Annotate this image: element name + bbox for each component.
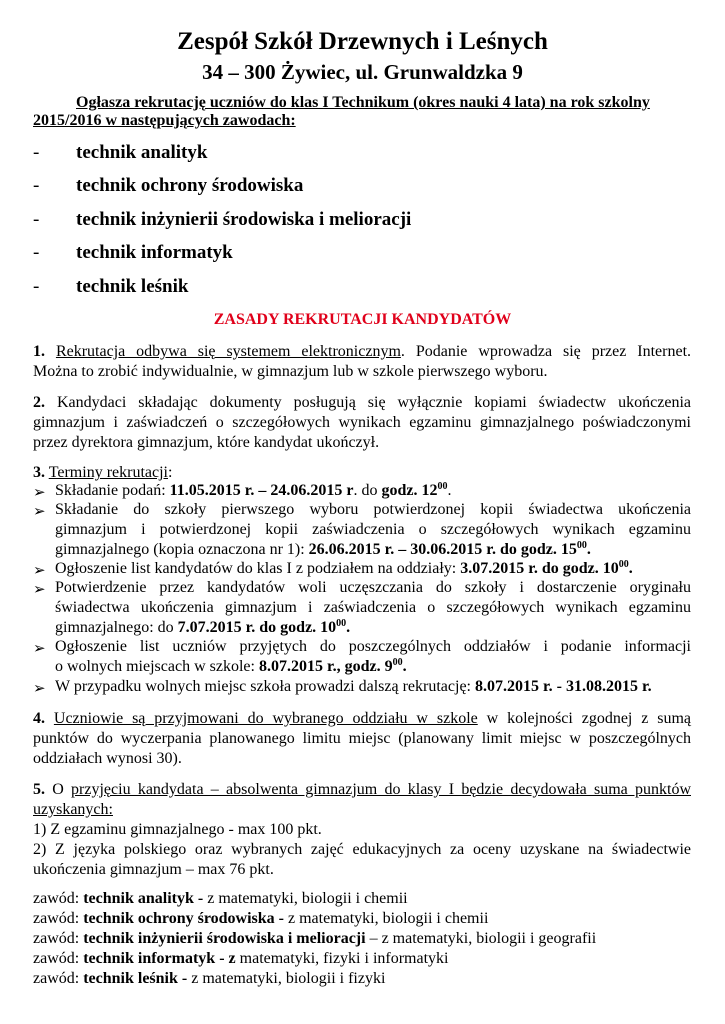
arrow-bullet-icon: ➢ (33, 563, 46, 579)
term-minutes: 00 (336, 618, 347, 629)
term-end: . (346, 619, 351, 636)
section-4-underlined: Uczniowie są przyjmowani do wybranego oddziału w szkole (53, 710, 478, 727)
list-dash: - (33, 209, 40, 230)
profession-item: technik leśnik (76, 276, 189, 297)
arrow-bullet-icon: ➢ (33, 641, 46, 657)
subject-label: zawód: (33, 950, 84, 967)
term-text: gimnazjalnego: do (55, 619, 178, 636)
subject-profession: technik informatyk - z (83, 950, 236, 967)
section-1-line-1 (33, 343, 691, 361)
subject-profession: technik analityk - (83, 890, 204, 907)
term-text: . do (353, 482, 382, 499)
term-text: o wolnych miejscach w szkole: (55, 658, 259, 675)
announcement-line-1: Ogłasza rekrutację uczniów do klas I Technikum (okres nauki 4 lata) na rok szkolny (76, 94, 650, 111)
points-grades-line-2: ukończenia gimnazjum – max 76 pkt. (33, 861, 274, 878)
term-end: . (628, 560, 633, 577)
term-item-line: gimnazjum i potwierdzonej kopii zaświadczenia o szczegółowych wynikach egzaminu (55, 521, 691, 538)
arrow-bullet-icon: ➢ (33, 485, 46, 501)
term-item-line: świadectwa ukończenia gimnazjum i zaświadczenia o szczegółowych wynikach egzaminu (55, 599, 691, 616)
subject-label: zawód: (33, 930, 84, 947)
subject-row (33, 950, 448, 968)
subject-label: zawód: (33, 970, 84, 987)
section-4-line-3: oddziałach wynosi 30). (33, 750, 182, 767)
term-text: gimnazjalnego (kopia oznaczona nr 1): (55, 541, 309, 558)
subject-row (33, 970, 385, 988)
section-3-heading (33, 464, 172, 482)
subject-list: z matematyki, biologii i chemii (203, 890, 408, 907)
section-2-text: Kandydaci składając dokumenty posługują się wyłącznie kopiami świadectw ukończenia (56, 394, 692, 411)
section-number: 1. (33, 343, 45, 360)
subject-list: matematyki, fizyki i informatyki (235, 950, 449, 967)
arrow-bullet-icon: ➢ (33, 504, 46, 520)
section-number: 2. (33, 394, 45, 411)
section-2-line-1 (33, 394, 691, 412)
section-number: 5. (33, 781, 45, 798)
profession-item: technik informatyk (76, 242, 233, 263)
term-date: 3.07.2015 r. do godz. 10 (460, 560, 619, 577)
term-minutes: 00 (392, 657, 403, 668)
subject-row (33, 910, 488, 928)
term-item-line (55, 658, 407, 676)
term-item-line: Potwierdzenie przez kandydatów woli uczęszczania do szkoły i dostarczenie oryginału (55, 579, 691, 596)
arrow-bullet-icon: ➢ (33, 582, 46, 598)
subject-list: z matematyki, biologii i fizyki (187, 970, 386, 987)
section-4-line-2: punktów do wyczerpania planowanego limitu miejsc (planowany limit miejsc w poszczególnych (33, 730, 691, 747)
subject-row (33, 890, 408, 908)
subject-profession: technik leśnik - (83, 970, 188, 987)
school-name: Zespół Szkół Drzewnych i Leśnych (177, 28, 548, 55)
profession-item: technik analityk (76, 142, 208, 163)
section-4-line-1 (33, 710, 691, 728)
term-item-line (55, 541, 591, 559)
term-date: 8.07.2015 r. - 31.08.2015 r. (475, 678, 652, 695)
term-end: . (586, 541, 591, 558)
section-1-rest: . Podanie wprowadza się przez Internet. (400, 343, 692, 360)
section-3-underlined: Terminy rekrutacji (48, 464, 168, 481)
points-exam: 1) Z egzaminu gimnazjalnego - max 100 pkt. (33, 821, 322, 838)
colon: : (168, 464, 173, 481)
term-minutes: 00 (576, 540, 587, 551)
term-item-line: Składanie do szkoły pierwszego wyboru potwierdzonej kopii świadectwa ukończenia (55, 501, 691, 518)
term-date: 26.06.2015 r. – 30.06.2015 r. do godz. 15 (308, 541, 577, 558)
subject-label: zawód: (33, 890, 84, 907)
subject-profession: technik inżynierii środowiska i melioracji (83, 930, 366, 947)
term-end: . (447, 482, 452, 499)
section-1-line-2: Można to zrobić indywidualnie, w gimnazjum lub w szkole pierwszego wyboru. (33, 363, 548, 380)
subject-list: z matematyki, biologii i chemii (283, 910, 489, 927)
list-dash: - (33, 142, 40, 163)
term-text: Składanie podań: (55, 482, 170, 499)
points-grades-line-1: 2) Z języka polskiego oraz wybranych zajęć edukacyjnych za oceny uzyskane na świadectwie (33, 841, 691, 858)
profession-item: technik inżynierii środowiska i melioracji (76, 209, 412, 230)
section-5-line-1 (33, 781, 691, 799)
term-item (55, 560, 633, 578)
term-item (55, 678, 652, 696)
arrow-bullet-icon: ➢ (33, 681, 46, 697)
subject-list: – z matematyki, biologii i geografii (365, 930, 597, 947)
term-item (55, 482, 452, 500)
section-5-line-2: uzyskanych: (33, 801, 113, 818)
term-end: . (402, 658, 407, 675)
term-minutes: 00 (437, 481, 448, 492)
rules-heading: ZASADY REKRUTACJI KANDYDATÓW (213, 311, 512, 328)
subject-label: zawód: (33, 910, 84, 927)
list-dash: - (33, 276, 40, 297)
term-item-line: Ogłoszenie list uczniów przyjętych do poszczególnych oddziałów i podanie informacji (55, 638, 691, 655)
list-dash: - (33, 242, 40, 263)
term-text: Ogłoszenie list kandydatów do klas I z podziałem na oddziały: (55, 560, 461, 577)
list-dash: - (33, 175, 40, 196)
section-4-rest: w kolejności zgodnej z sumą (477, 710, 692, 727)
section-5-underlined: przyjęciu kandydata – absolwenta gimnazjum do klasy I będzie decydowała suma punktów (71, 781, 691, 798)
section-number: 4. (33, 710, 45, 727)
term-text: W przypadku wolnych miejsc szkoła prowadzi dalszą rekrutację: (55, 678, 475, 695)
school-address: 34 – 300 Żywiec, ul. Grunwaldzka 9 (202, 60, 523, 84)
profession-item: technik ochrony środowiska (76, 175, 304, 196)
section-2-line-3: przez dyrektora gimnazjum, które kandydat ukończył. (33, 434, 380, 451)
term-date: 11.05.2015 r. – 24.06.2015 r (169, 482, 354, 499)
announcement-line-2: 2015/2016 w następujących zawodach: (33, 112, 296, 129)
term-minutes: 00 (618, 559, 629, 570)
term-hour: godz. 12 (381, 482, 438, 499)
term-item-line (55, 619, 350, 637)
section-2-line-2: gimnazjum i zaświadczeń o szczegółowych wynikach egzaminu gimnazjalnego poświadczonymi (33, 414, 691, 431)
term-date: 8.07.2015 r., godz. 9 (258, 658, 393, 675)
section-number: 3. (33, 464, 45, 481)
subject-row (33, 930, 596, 948)
section-5-text: O (45, 781, 72, 798)
subject-profession: technik ochrony środowiska - (83, 910, 284, 927)
section-1-underlined: Rekrutacja odbywa się systemem elektronicznym (55, 343, 401, 360)
term-date: 7.07.2015 r. do godz. 10 (177, 619, 337, 636)
